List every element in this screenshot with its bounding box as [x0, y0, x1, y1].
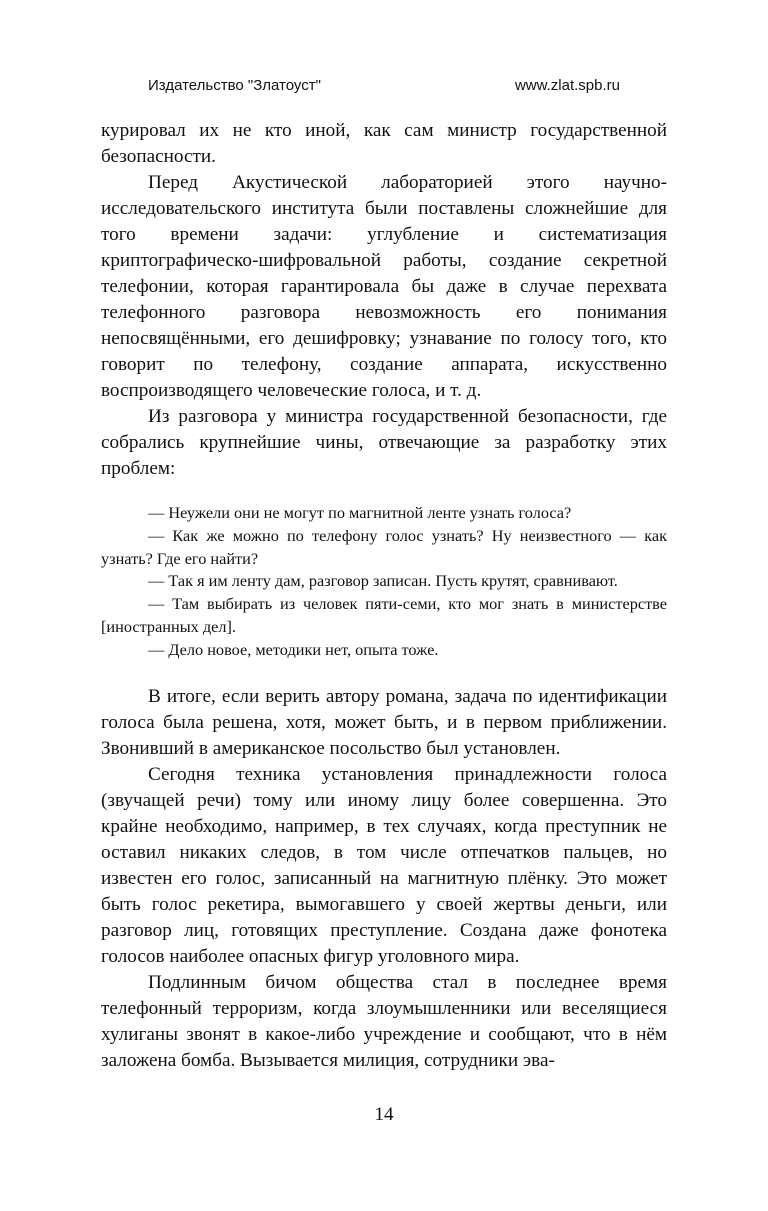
dialog-quote	[101, 502, 667, 662]
publisher-name: Издательство "Златоуст"	[148, 76, 321, 94]
running-header	[148, 74, 620, 96]
paragraph: В итоге, если верить автору романа, задача по идентификации голоса была решена, хотя, может быть, и в первом приближении. Звонивший в американское посольство был установлен.	[101, 685, 667, 759]
paragraph: Сегодня техника установления принадлежности голоса (звучащей речи) тому или иному лицу более совершенна. Это крайне необходимо, например, в тех случаях, когда преступник не оставил никаких следов, в том числе отпечатков пальцев, но известен его голос, записанный на магнитную плёнку. Это может быть голос рекетира, вымогавшего у своей жертвы деньги, или разговор лиц, готовящих преступление. Создана даже фонотека голосов наиболее опасных фигур уголовного мира.	[101, 763, 667, 967]
body-text	[101, 118, 667, 1074]
dialog-line: — Там выбирать из человек пяти-семи, кто мог знать в министерстве [иностранных дел].	[101, 594, 667, 636]
paragraph: Из разговора у министра государственной безопасности, где собрались крупнейшие чины, отвечающие за разработку этих проблем:	[101, 406, 667, 479]
dialog-line: — Неужели они не могут по магнитной ленте узнать голоса?	[148, 503, 572, 522]
dialog-line: — Так я им ленту дам, разговор записан. Пусть крутят, сравнивают.	[148, 571, 618, 591]
dialog-line: — Дело новое, методики нет, опыта тоже.	[148, 639, 439, 659]
page-number: 14	[374, 1104, 394, 1125]
paragraph: Подлинным бичом общества стал в последнее время телефонный терроризм, когда злоумышленники или веселящиеся хулиганы звонят в какое-либо учреждение и сообщают, что в нём заложена бомба. Вызывается милиция, сотрудники эва-	[101, 971, 667, 1071]
paragraph: Перед Акустической лабораторией этого научно-исследовательского института были поставлены сложнейшие для того времени задачи: углубление и систематизация криптографическо-шифровальной работы, создание секретной телефонии, которая гарантировала бы даже в случае перехвата телефонного разговора невозможность его понимания непосвящёнными, его дешифровку; узнавание по голосу того, кто говорит по телефону, создание аппарата, искусственно воспроизводящего человеческие голоса, и т. д.	[101, 172, 667, 401]
dialog-line: — Как же можно по телефону голос узнать? Ну неизвестного — как узнать? Где его найти?	[101, 525, 667, 568]
website-url[interactable]: www.zlat.spb.ru	[514, 76, 620, 94]
paragraph: курировал их не кто иной, как сам министр государственной безопасности.	[101, 120, 667, 167]
